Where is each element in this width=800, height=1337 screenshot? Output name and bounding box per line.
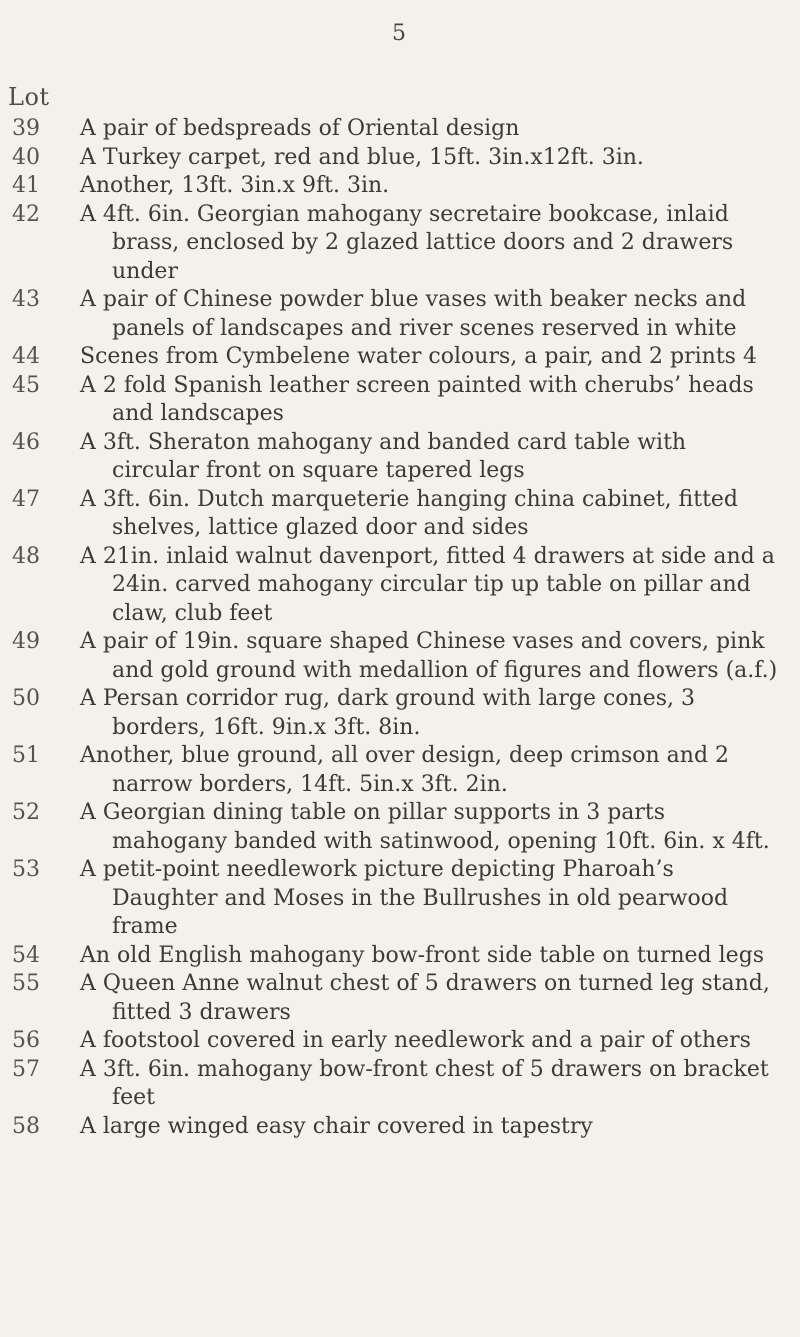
lot-entry (0, 1056, 800, 1113)
lot-description: Another, 13ft. 3in.x 9ft. 3in. (80, 173, 390, 198)
lot-number: 42 (12, 201, 40, 227)
lot-description: Another, blue ground, all over design, deep crimson and 2 narrow borders, 14ft. 5in.x 3ft. 2in. (80, 743, 730, 797)
lot-entry (0, 115, 800, 144)
lot-description: A 3ft. 6in. Dutch marqueterie hanging china cabinet, fitted shelves, lattice glazed door and sides (80, 486, 739, 540)
lot-number: 51 (12, 743, 40, 768)
page-number: 5 (392, 21, 406, 46)
lot-number: 43 (12, 287, 40, 312)
lot-number: 47 (12, 486, 40, 512)
lot-list (0, 115, 800, 1141)
lot-description: A petit-point needlework picture depicting Pharoah’s Daughter and Moses in the Bullrushes in old pearwood frame (80, 857, 729, 939)
lot-description: A 21in. inlaid walnut davenport, fitted 4 drawers at side and a 24in. carved mahogany circular tip up table on pillar and claw, club feet (80, 543, 775, 626)
lot-number: 57 (12, 1056, 40, 1082)
lot-number: 49 (12, 629, 40, 654)
lot-description: Scenes from Cymbelene water colours, a pair, and 2 prints 4 (80, 344, 757, 369)
lot-entry (0, 172, 800, 201)
lot-number: 44 (12, 344, 40, 369)
lot-number: 41 (12, 173, 40, 198)
lot-number: 45 (12, 372, 40, 398)
lot-entry (0, 543, 800, 629)
lot-entry (0, 372, 800, 429)
lot-number: 56 (12, 1028, 40, 1053)
lot-number: 53 (12, 857, 40, 882)
lot-description: A 4ft. 6in. Georgian mahogany secretaire bookcase, inlaid brass, enclosed by 2 glazed lattice doors and 2 drawers under (80, 201, 734, 284)
lot-entry (0, 286, 800, 343)
lot-entry (0, 429, 800, 486)
lot-number: 54 (12, 942, 40, 968)
lot-description: A Queen Anne walnut chest of 5 drawers on turned leg stand, fitted 3 drawers (80, 971, 770, 1025)
lot-entry (0, 685, 800, 742)
lot-number: 40 (12, 144, 40, 170)
lot-description: An old English mahogany bow-front side table on turned legs (80, 942, 765, 968)
lot-description: A Georgian dining table on pillar supports in 3 parts mahogany banded with satinwood, opening 10ft. 6in. x 4ft. (80, 800, 770, 854)
lot-number: 58 (12, 1113, 40, 1139)
lot-column-header: Lot (8, 83, 50, 111)
lot-entry (0, 942, 800, 971)
lot-entry (0, 856, 800, 942)
lot-entry (0, 628, 800, 685)
lot-description: A pair of bedspreads of Oriental design (80, 116, 520, 141)
lot-number: 39 (12, 116, 40, 141)
lot-entry (0, 201, 800, 287)
lot-entry (0, 799, 800, 856)
lot-number: 50 (12, 686, 40, 711)
lot-number: 52 (12, 800, 40, 825)
lot-description: A large winged easy chair covered in tapestry (80, 1113, 593, 1139)
lot-description: A 2 fold Spanish leather screen painted with cherubs’ heads and landscapes (80, 372, 754, 426)
lot-number: 55 (12, 971, 40, 996)
lot-entry (0, 742, 800, 799)
lot-entry (0, 144, 800, 173)
lot-entry (0, 1027, 800, 1056)
lot-description: A pair of 19in. square shaped Chinese vases and covers, pink and gold ground with medallion of figures and flowers (a.f.) (80, 629, 778, 683)
lot-entry (0, 970, 800, 1027)
lot-description: A pair of Chinese powder blue vases with beaker necks and panels of landscapes and river scenes reserved in white (80, 287, 747, 341)
lot-number: 46 (12, 429, 40, 455)
lot-entry (0, 486, 800, 543)
lot-description: A 3ft. Sheraton mahogany and banded card table with circular front on square tapered legs (80, 429, 687, 483)
lot-description: A footstool covered in early needlework and a pair of others (80, 1028, 751, 1053)
lot-number: 48 (12, 543, 40, 569)
lot-description: A 3ft. 6in. mahogany bow-front chest of 5 drawers on bracket feet (80, 1056, 769, 1110)
lot-description: A Turkey carpet, red and blue, 15ft. 3in.x12ft. 3in. (80, 144, 644, 170)
lot-entry (0, 343, 800, 372)
lot-entry (0, 1113, 800, 1142)
lot-description: A Persan corridor rug, dark ground with large cones, 3 borders, 16ft. 9in.x 3ft. 8in. (80, 686, 695, 740)
